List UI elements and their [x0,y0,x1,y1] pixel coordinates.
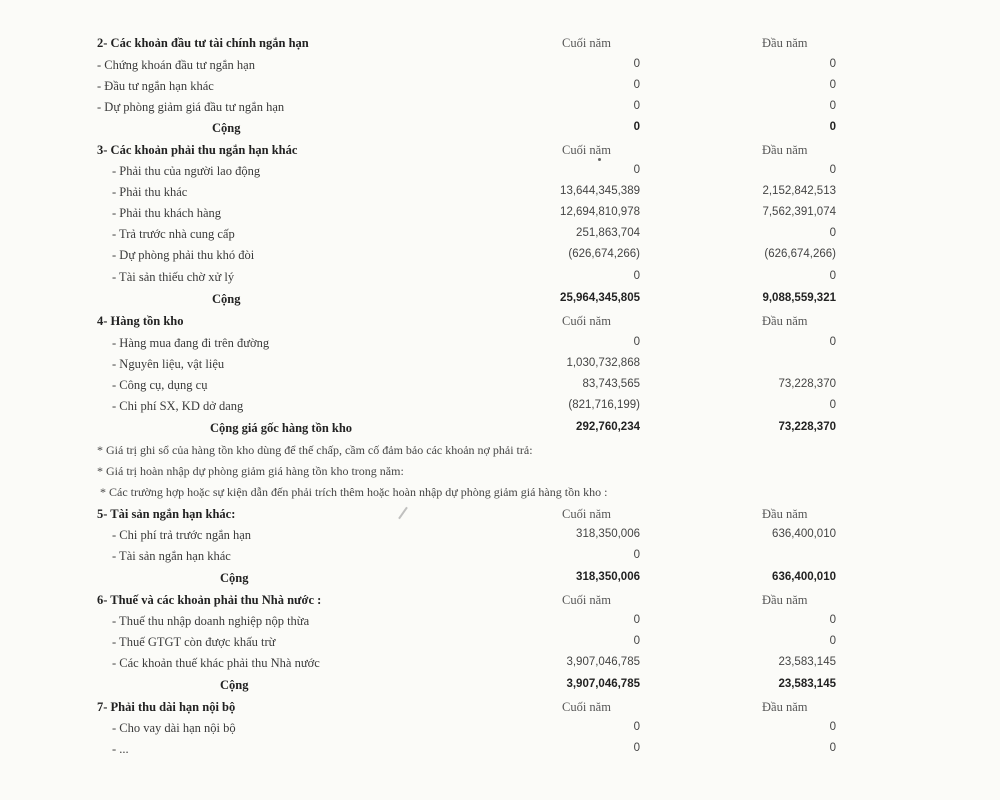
total-row [0,121,1000,142]
value-year-begin: 0 [829,100,836,112]
row-label: * Các trường hợp hoặc sự kiện dẫn đến phải trích thêm hoặc hoàn nhập dự phòng giảm giá hàng tồn kho : [100,485,608,499]
row-label: - Phải thu của người lao động [112,164,261,178]
column-header-end: Cuối năm [562,36,611,50]
value-year-end: 0 [633,58,640,70]
section-header [0,593,1000,614]
column-header-end: Cuối năm [562,507,611,521]
row-label: - Các khoản thuế khác phải thu Nhà nước [112,656,320,670]
value-year-begin: 0 [829,399,836,411]
column-header-begin: Đầu năm [762,36,808,50]
value-year-begin: 23,583,145 [778,656,836,668]
line-item [0,399,1000,420]
line-item [0,206,1000,227]
row-label: - ... [112,742,129,756]
value-year-end: 0 [633,742,640,754]
value-year-begin: 0 [829,121,836,133]
value-year-begin: 7,562,391,074 [762,206,836,218]
line-item [0,248,1000,269]
row-label: Cộng [220,571,249,585]
total-row [0,421,1000,442]
value-year-end: 318,350,006 [576,528,640,540]
line-item [0,227,1000,248]
value-year-begin: 0 [829,270,836,282]
note-line [0,464,1000,485]
value-year-begin: 23,583,145 [778,678,836,690]
value-year-begin: 0 [829,721,836,733]
section-header [0,36,1000,57]
section-header [0,700,1000,721]
row-label: - Phải thu khác [112,185,188,199]
value-year-begin: 0 [829,227,836,239]
note-line [0,443,1000,464]
column-header-end: Cuối năm [562,700,611,714]
row-label: * Giá trị hoàn nhập dự phòng giảm giá hàng tồn kho trong năm: [97,464,404,478]
row-label: - Tài sản ngắn hạn khác [112,549,231,563]
value-year-end: 292,760,234 [576,421,640,433]
line-item [0,100,1000,121]
row-label: Cộng [212,292,241,306]
value-year-end: 0 [633,721,640,733]
value-year-end: 0 [633,270,640,282]
column-header-end: Cuối năm [562,314,611,328]
value-year-begin: 0 [829,614,836,626]
value-year-end: 3,907,046,785 [566,678,640,690]
row-label: Cộng [220,678,249,692]
total-row [0,292,1000,313]
line-item [0,635,1000,656]
line-item [0,742,1000,763]
value-year-begin: 0 [829,635,836,647]
row-label: - Thuế GTGT còn được khấu trừ [112,635,276,649]
column-header-end: Cuối năm [562,143,611,157]
row-label: - Nguyên liệu, vật liệu [112,357,225,371]
section-header [0,507,1000,528]
column-header-begin: Đầu năm [762,314,808,328]
value-year-begin: 0 [829,79,836,91]
line-item [0,378,1000,399]
section-header [0,143,1000,164]
line-item [0,549,1000,570]
line-item [0,58,1000,79]
value-year-begin: (626,674,266) [764,248,836,260]
row-label: - Trả trước nhà cung cấp [112,227,235,241]
column-header-begin: Đầu năm [762,700,808,714]
line-item [0,656,1000,677]
section-title: 7- Phải thu dài hạn nội bộ [97,700,236,714]
column-header-begin: Đầu năm [762,507,808,521]
section-title: 6- Thuế và các khoản phải thu Nhà nước : [97,593,322,607]
row-label: - Dự phòng phải thu khó đòi [112,248,255,262]
row-label: - Chứng khoán đầu tư ngắn hạn [97,58,255,72]
row-label: - Chi phí SX, KD dở dang [112,399,244,413]
column-header-begin: Đầu năm [762,593,808,607]
line-item [0,79,1000,100]
value-year-end: 83,743,565 [582,378,640,390]
row-label: Cộng [212,121,241,135]
row-label: - Hàng mua đang đi trên đường [112,336,270,350]
line-item [0,528,1000,549]
value-year-begin: 73,228,370 [778,378,836,390]
value-year-end: 13,644,345,389 [560,185,640,197]
value-year-begin: 0 [829,164,836,176]
value-year-end: 0 [633,100,640,112]
value-year-begin: 2,152,842,513 [762,185,836,197]
value-year-begin: 636,400,010 [772,571,836,583]
value-year-begin: 9,088,559,321 [762,292,836,304]
value-year-begin: 0 [829,742,836,754]
column-header-end: Cuối năm [562,593,611,607]
row-label: * Giá trị ghi sổ của hàng tồn kho dùng để thế chấp, cầm cố đảm bảo các khoản nợ phải trả: [97,443,533,457]
line-item [0,721,1000,742]
line-item [0,185,1000,206]
scan-mark [598,158,601,161]
line-item [0,336,1000,357]
column-header-begin: Đầu năm [762,143,808,157]
total-row [0,571,1000,592]
line-item [0,357,1000,378]
line-item [0,614,1000,635]
value-year-end: 0 [633,79,640,91]
total-row [0,678,1000,699]
value-year-end: 318,350,006 [576,571,640,583]
value-year-end: 0 [633,635,640,647]
section-header [0,314,1000,335]
value-year-end: (626,674,266) [568,248,640,260]
row-label: - Cho vay dài hạn nội bộ [112,721,236,735]
row-label: Cộng giá gốc hàng tồn kho [210,421,353,435]
value-year-begin: 73,228,370 [778,421,836,433]
section-title: 4- Hàng tồn kho [97,314,184,328]
section-title: 2- Các khoản đầu tư tài chính ngắn hạn [97,36,309,50]
value-year-end: 0 [633,549,640,561]
line-item [0,270,1000,291]
row-label: - Chi phí trả trước ngắn hạn [112,528,252,542]
value-year-end: 3,907,046,785 [566,656,640,668]
line-item [0,164,1000,185]
row-label: - Dự phòng giảm giá đầu tư ngắn hạn [97,100,285,114]
value-year-begin: 636,400,010 [772,528,836,540]
row-label: - Công cụ, dụng cụ [112,378,208,392]
row-label: - Tài sản thiếu chờ xử lý [112,270,235,284]
note-line [0,485,1000,506]
value-year-end: 12,694,810,978 [560,206,640,218]
value-year-end: 0 [633,164,640,176]
value-year-end: 0 [633,336,640,348]
value-year-end: 0 [633,121,640,133]
value-year-end: 25,964,345,805 [560,292,640,304]
value-year-begin: 0 [829,336,836,348]
section-title: 5- Tài sản ngắn hạn khác: [97,507,236,521]
section-title: 3- Các khoản phải thu ngắn hạn khác [97,143,298,157]
value-year-end: 1,030,732,868 [566,357,640,369]
row-label: - Thuế thu nhập doanh nghiệp nộp thừa [112,614,310,628]
value-year-end: 251,863,704 [576,227,640,239]
row-label: - Đầu tư ngắn hạn khác [97,79,214,93]
value-year-end: 0 [633,614,640,626]
value-year-end: (821,716,199) [568,399,640,411]
value-year-begin: 0 [829,58,836,70]
row-label: - Phải thu khách hàng [112,206,222,220]
